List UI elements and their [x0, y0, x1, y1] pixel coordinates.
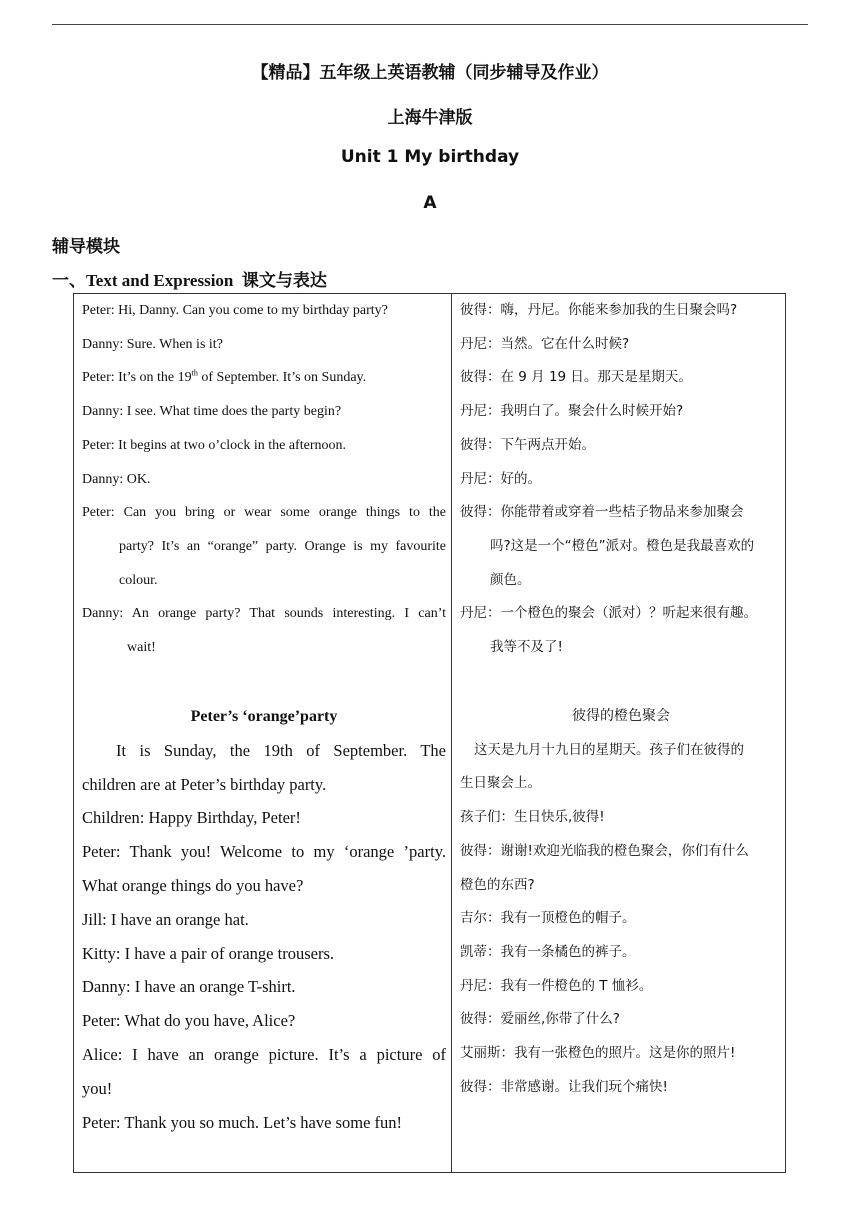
dialogue-cn-line: 丹尼：好的。	[460, 470, 541, 487]
story-line: It is Sunday, the 19th of September. The	[116, 740, 446, 760]
dialogue-cn-line: 彼得：下午两点开始。	[460, 436, 595, 453]
dialogue-line: Peter: Hi, Danny. Can you come to my birthday party?	[82, 303, 388, 318]
story-cn-line: 彼得：谢谢!欢迎光临我的橙色聚会，你们有什么	[460, 842, 749, 859]
dialogue-cn-line: 颜色。	[490, 571, 531, 588]
module-label: 辅导模块	[52, 237, 120, 257]
story-cn-line: 吉尔：我有一顶橙色的帽子。	[460, 910, 636, 927]
dialogue-line: party? It’s an “orange” party. Orange is my favourite	[119, 538, 446, 554]
story-cn-line: 艾丽斯：我有一张橙色的照片。这是你的照片!	[460, 1045, 736, 1062]
section-prefix: 一、	[52, 271, 86, 291]
story-cn-line: 彼得：爱丽丝,你带了什么?	[460, 1011, 620, 1028]
dialogue-cn-line: 彼得：在 9 月 19 日。那天是星期天。	[460, 369, 692, 386]
story-cn	[460, 700, 782, 1104]
dialogue-line: Danny: Sure. When is it?	[82, 336, 223, 352]
doc-title: 【精品】五年级上英语教辅（同步辅导及作业）	[251, 63, 609, 83]
dialogue-en	[82, 294, 446, 665]
story-line: Peter: Thank you! Welcome to my ‘orange ’party.	[82, 842, 446, 862]
unit-title: Unit 1 My birthday	[340, 147, 520, 167]
dialogue-line: Peter: Can you bring or wear some orange things to the	[82, 505, 446, 521]
dialogue-cn-line: 我等不及了!	[490, 639, 563, 656]
dialogue-line: colour.	[119, 572, 158, 588]
section-heading	[52, 266, 327, 291]
dialogue-line: Danny: OK.	[82, 471, 151, 487]
dialogue-line: wait!	[127, 640, 156, 656]
story-cn-line: 这天是九月十九日的星期天。孩子们在彼得的	[474, 741, 744, 758]
dialogue-line: Danny: I see. What time does the party begin?	[82, 404, 342, 420]
story-en	[82, 700, 446, 1139]
dialogue-line: Peter: It’s on the 19th of September. It’s on Sunday.	[82, 368, 367, 386]
story-line: Peter: What do you have, Alice?	[82, 1011, 296, 1031]
story-line: What orange things do you have?	[82, 875, 304, 895]
section-title-en: Text and Expression	[86, 271, 234, 290]
dialogue-line: Danny: An orange party? That sounds interesting. I can’t	[82, 606, 446, 622]
story-cn-line: 生日聚会上。	[460, 775, 541, 792]
story-line: Danny: I have an orange T-shirt.	[82, 977, 296, 997]
dialogue-cn-line: 丹尼：一个橙色的聚会（派对）？听起来很有趣。	[460, 605, 757, 622]
story-title: Peter’s ‘orange’party	[190, 708, 338, 725]
column-divider	[451, 293, 452, 1173]
story-cn-line: 彼得：非常感谢。让我们玩个痛快!	[460, 1078, 668, 1095]
story-line: children are at Peter’s birthday party.	[82, 774, 327, 794]
story-cn-line: 橙色的东西?	[460, 876, 535, 893]
story-cn-line: 凯蒂：我有一条橘色的裤子。	[460, 943, 636, 960]
dialogue-cn	[460, 294, 782, 665]
story-line: Alice: I have an orange picture. It’s a picture of	[82, 1044, 446, 1064]
part-label: A	[423, 193, 437, 213]
top-rule	[52, 24, 808, 25]
story-title-cn: 彼得的橙色聚会	[572, 708, 670, 724]
dialogue-cn-line: 彼得：你能带着或穿着一些桔子物品来参加聚会	[460, 504, 744, 521]
dialogue-cn-line: 吗?这是一个“橙色”派对。橙色是我最喜欢的	[490, 537, 755, 554]
story-cn-line: 丹尼：我有一件橙色的 T 恤衫。	[460, 977, 653, 994]
story-line: Jill: I have an orange hat.	[82, 909, 249, 929]
dialogue-cn-line: 彼得：嗨，丹尼。你能来参加我的生日聚会吗?	[460, 302, 738, 318]
doc-subtitle: 上海牛津版	[387, 108, 473, 128]
story-line: Peter: Thank you so much. Let’s have some fun!	[82, 1112, 403, 1132]
story-cn-line: 孩子们：生日快乐,彼得!	[460, 809, 605, 826]
story-line: Children: Happy Birthday, Peter!	[82, 808, 301, 828]
section-title-cn: 课文与表达	[241, 271, 327, 291]
story-line: you!	[82, 1078, 113, 1098]
dialogue-cn-line: 丹尼：当然。它在什么时候?	[460, 335, 630, 352]
dialogue-line: Peter: It begins at two o’clock in the afternoon.	[82, 437, 346, 453]
story-line: Kitty: I have a pair of orange trousers.	[82, 943, 334, 963]
dialogue-cn-line: 丹尼：我明白了。聚会什么时候开始?	[460, 403, 684, 420]
